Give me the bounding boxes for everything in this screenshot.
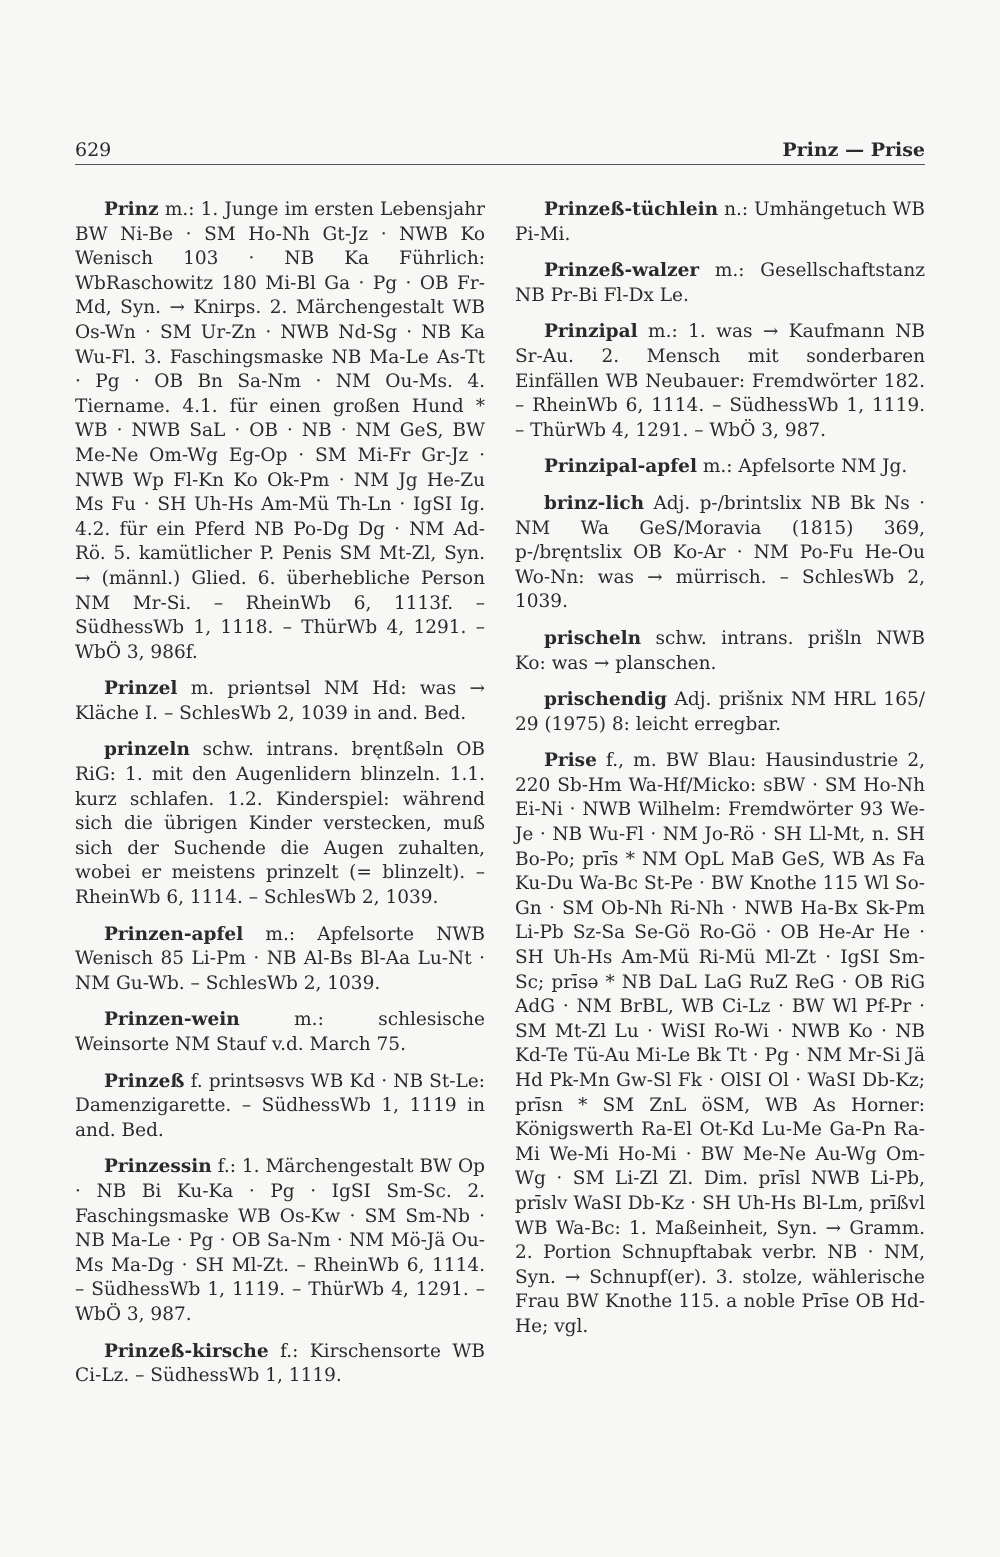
lemma: prinzeln: [104, 739, 190, 761]
page-header: [75, 136, 925, 165]
definition: f. printsəsvs WB Kd · NB St-Le: Damenzigarette. – SüdhessWb 1, 1119 in and. Bed.: [75, 1070, 485, 1141]
lemma: Prinzeß-walzer: [544, 260, 700, 282]
left-column: [75, 198, 485, 1401]
lemma: Prinzel: [104, 678, 178, 700]
definition: Adj. p-/brintslix NB Bk Ns · NM Wa GeS/Moravia (1815) 369, p-/bręntslix OB Ko-Ar · NM Po-Fu He-Ou Wo-Nn: was → mürrisch. – SchlesWb 2, 1039.: [515, 492, 925, 613]
definition: m.: Apfelsorte NWB Wenisch 85 Li-Pm · NB Al-Bs Bl-Aa Lu-Nt · NM Gu-Wb. – SchlesWb 2, 1039.: [75, 923, 485, 994]
definition: schw. intrans. prišln NWB Ko: was → planschen.: [515, 627, 925, 674]
lemma: Prinzen-wein: [104, 1009, 240, 1031]
entry-prinzess-kirsche: [75, 1340, 485, 1389]
definition: f.: 1. Märchengestalt BW Op · NB Bi Ku-Ka · Pg · IgSI Sm-Sc. 2. Faschingsmaske WB Os-Kw · SM Sm-Nb · NB Ma-Le · Pg · OB Sa-Nm · NM Mö-Jä Ou-Ms Ma-Dg · SH Ml-Zt. – RheinWb 6, 1114. – SüdhessWb 1, 1119. – ThürWb 4, 1291. – WbÖ 3, 987.: [75, 1156, 485, 1325]
lemma: prischeln: [544, 627, 642, 649]
entry-brinz-lich: [515, 492, 925, 615]
lemma: prischendig: [544, 689, 667, 711]
lemma: Prinzen-apfel: [104, 923, 244, 945]
entry-prinzipal: [515, 320, 925, 443]
definition: m.: Apfelsorte NM Jg.: [702, 456, 908, 478]
lemma: Prinzeß-tüchlein: [544, 199, 719, 220]
definition: m.: 1. was → Kaufmann NB Sr-Au. 2. Mensch mit sonderbaren Einfällen WB Neubauer: Fremdwörter 182. – RheinWb 6, 1114. – SüdhessWb 1, 1119. – ThürWb 4, 1291. – WbÖ 3, 987.: [515, 321, 925, 441]
right-column: [515, 198, 925, 1352]
lemma: Prinzipal: [544, 321, 638, 343]
lemma: brinz-lich: [544, 492, 645, 514]
entry-prinzipal-apfel: [515, 455, 925, 480]
entry-prinzessin: [75, 1155, 485, 1327]
lemma: Prinzipal-apfel: [544, 456, 697, 478]
definition: m. priəntsəl NM Hd: was → Kläche I. – SchlesWb 2, 1039 in and. Bed.: [75, 678, 485, 724]
lemma: Prise: [544, 750, 597, 772]
lemma: Prinzeß: [104, 1070, 185, 1092]
entry-prinzess-tuechlein: [515, 198, 925, 247]
entry-prinzess-walzer: [515, 259, 925, 308]
page-number: 629: [75, 139, 112, 161]
entry-prinz: [75, 198, 485, 665]
lemma: Prinzessin: [104, 1156, 212, 1178]
definition: schw. intrans. bręntßəln OB RiG: 1. mit den Augenlidern blinzeln. 1.1. kurz schlafen. 1.2. Kinderspiel: während sich die übrigen Kinder verstecken, muß sich der Suchende die Augen zuhalten, wobei er meistens prinzelt (= blinzelt). – RheinWb 6, 1114. – SchlesWb 2, 1039.: [75, 739, 485, 909]
definition: f., m. BW Blau: Hausindustrie 2, 220 Sb-Hm Wa-Hf/Micko: sBW · SM Ho-Nh Ei-Ni · NWB Wilhelm: Fremdwörter 93 We-Je · NB Wu-Fl · NM Jo-Rö · SH Ll-Mt, n. SH Bo-Po; prīs * NM OpL MaB GeS, WB As Fa Ku-Du Wa-Bc St-Pe · BW Knothe 115 Wl So-Gn · SM Ob-Nh Ri-Nh · NWB Ha-Bx Sk-Pm Li-Pb Sz-Sa Se-Gö Ro-Gö · OB He-Ar He · SH Uh-Hs Am-Mü Ri-Mü Ml-Zt · IgSI Sm-Sc; prīsə * NB DaL LaG RuZ ReG · OB RiG AdG · NM BrBL, WB Ci-Lz · BW Wl Pf-Pr · SM Mt-Zl Lu · WiSI Ro-Wi · NWB Ko · NB Kd-Te Tü-Au Mi-Le Bk Tt · Pg · NM Mr-Si Jä Hd Pk-Mn Gw-Sl Fk · OlSI Ol · WaSI Db-Kz; prīsn * SM ZnL öSM, WB As Horner: Königswerth Ra-El Ot-Kd Lu-Me Ga-Pn Ra-Mi We-Mi Ho-Mi · BW Me-Ne Au-Wg Om-Wg · SM Li-Zl Zl. Dim. prīsl NWB Li-Pb, prīslv WaSI Db-Kz · SH Uh-Hs Bl-Lm, prīßvl WB Wa-Bc: 1. Maßeinheit, Syn. → Gramm. 2. Portion Schnupftabak verbr. NB · NM, Syn. → Schnupf(er). 3. stolze, wählerische Frau BW Knothe 115. a noble Prīse OB Hd-He; vgl.: [515, 750, 925, 1337]
entry-prise: [515, 749, 925, 1339]
entry-prischeln: [515, 627, 925, 676]
definition: m.: 1. Junge im ersten Lebensjahr BW Ni-Be · SM Ho-Nh Gt-Jz · NWB Ko Wenisch 103 · NB Ka Führlich: WbRaschowitz 180 Mi-Bl Ga · Pg · OB Fr-Md, Syn. → Knirps. 2. Märchengestalt WB Os-Wn · SM Ur-Zn · NWB Nd-Sg · NB Ka Wu-Fl. 3. Faschingsmaske NB Ma-Le As-Tt · Pg · OB Bn Sa-Nm · NM Ou-Ms. 4. Tiername. 4.1. für einen großen Hund * WB · NWB SaL · OB · NB · NM GeS, BW Me-Ne Om-Wg Eg-Op · SM Mi-Fr Gr-Jz · NWB Wp Fl-Kn Ko Ok-Pm · NM Jg He-Zu Ms Fu · SH Uh-Hs Am-Mü Th-Ln · IgSI Ig. 4.2. für ein Pferd NB Po-Dg Dg · NM Ad-Rö. 5. kamütlicher P. Penis SM Mt-Zl, Syn. → (männl.) Glied. 6. überhebliche Person NM Mr-Si. – RheinWb 6, 1113f. – SüdhessWb 1, 1118. – ThürWb 4, 1291. – WbÖ 3, 986f.: [75, 199, 485, 663]
running-title: Prinz — Prise: [782, 139, 925, 161]
entry-prinzen-apfel: [75, 923, 485, 997]
definition: f.: Kirschensorte WB Ci-Lz. – SüdhessWb 1, 1119.: [75, 1340, 485, 1387]
entry-prinzel: [75, 677, 485, 726]
entry-prischendig: [515, 688, 925, 737]
lemma: Prinzeß-kirsche: [104, 1340, 269, 1362]
entry-prinzess: [75, 1070, 485, 1144]
definition: n.: Umhängetuch WB Pi-Mi.: [515, 199, 925, 245]
definition: m.: Gesellschaftstanz NB Pr-Bi Fl-Dx Le.: [515, 260, 925, 306]
lemma: Prinz: [104, 199, 159, 220]
definition: m.: schlesische Weinsorte NM Stauf v.d. March 75.: [75, 1009, 485, 1055]
entry-prinzen-wein: [75, 1008, 485, 1057]
entry-prinzeln: [75, 738, 485, 910]
definition: Adj. prišnix NM HRL 165/ 29 (1975) 8: leicht erregbar.: [515, 689, 925, 735]
